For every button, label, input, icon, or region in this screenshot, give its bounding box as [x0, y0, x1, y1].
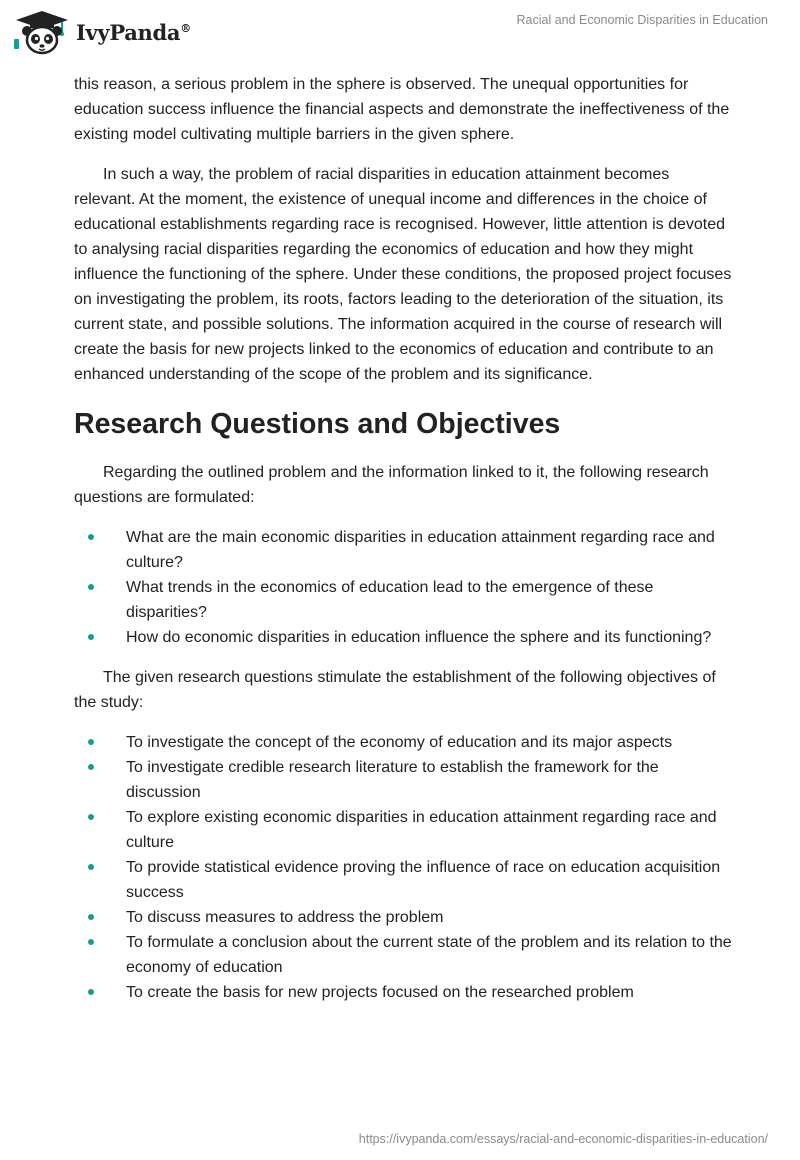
- list-item-text: To explore existing economic disparities in education attainment regarding race and culture: [126, 809, 717, 851]
- bullet-icon: [88, 989, 94, 995]
- list-item: [74, 905, 734, 930]
- paragraph-1: this reason, a serious problem in the sphere is observed. The unequal opportunities for education success influence the financial aspects and demonstrate the ineffectiveness of the existing model cultivating multiple barriers in the given sphere.: [74, 76, 730, 143]
- bullet-icon: [88, 584, 94, 590]
- list-item-text: To provide statistical evidence proving the influence of race on education acquisition success: [126, 859, 721, 901]
- list-item: [74, 980, 734, 1005]
- page-header: [0, 0, 800, 64]
- source-url-link[interactable]: https://ivypanda.com/essays/racial-and-economic-disparities-in-education/: [358, 1132, 768, 1146]
- bullet-icon: [88, 534, 94, 540]
- paragraph-2: In such a way, the problem of racial disparities in education attainment becomes relevant. At the moment, the existence of unequal income and differences in the choice of educational establishments regarding race is recognised. However, little attention is devoted to analysing racial disparities regarding the economics of education and how they might influence the functioning of the sphere. Under these conditions, the proposed project focuses on investigating the problem, its roots, factors leading to the deterioration of the situation, its current state, and possible solutions. The information acquired in the course of research will create the basis for new projects linked to the economics of education and contribute to an enhanced understanding of the scope of the problem and its significance.: [74, 166, 732, 383]
- bullet-icon: [88, 764, 94, 770]
- paragraph-4: The given research questions stimulate the establishment of the following objectives of the study:: [74, 669, 716, 711]
- list-item-text: What are the main economic disparities in education attainment regarding race and culture?: [126, 529, 715, 571]
- registered-mark: ®: [180, 21, 191, 35]
- list-item: [74, 525, 734, 575]
- list-item-text: How do economic disparities in education influence the sphere and its functioning?: [126, 629, 712, 646]
- ivypanda-logo[interactable]: [14, 8, 191, 56]
- bullet-icon: [88, 864, 94, 870]
- document-title: Racial and Economic Disparities in Education: [516, 13, 768, 27]
- list-item: [74, 930, 734, 980]
- bullet-icon: [88, 939, 94, 945]
- list-item: [74, 625, 734, 650]
- list-item-text: To create the basis for new projects focused on the researched problem: [126, 984, 634, 1001]
- list-item: [74, 575, 734, 625]
- objectives-list: [74, 730, 734, 1005]
- section-heading: Research Questions and Objectives: [74, 408, 561, 440]
- bullet-icon: [88, 914, 94, 920]
- list-item-text: To investigate the concept of the economy of education and its major aspects: [126, 734, 673, 751]
- brand-name: IvyPanda®: [76, 19, 191, 45]
- paragraph-3: Regarding the outlined problem and the information linked to it, the following research questions are formulated:: [74, 464, 709, 506]
- list-item-text: To discuss measures to address the problem: [126, 909, 444, 926]
- essay-content: [74, 72, 734, 1020]
- list-item: [74, 730, 734, 755]
- bullet-icon: [88, 739, 94, 745]
- list-item-text: What trends in the economics of education lead to the emergence of these disparities?: [126, 579, 654, 621]
- research-questions-list: [74, 525, 734, 650]
- bullet-icon: [88, 634, 94, 640]
- list-item: [74, 855, 734, 905]
- panda-graduate-icon: [14, 9, 70, 55]
- list-item-text: To investigate credible research literature to establish the framework for the discussion: [126, 759, 659, 801]
- list-item: [74, 805, 734, 855]
- list-item-text: To formulate a conclusion about the current state of the problem and its relation to the economy of education: [126, 934, 732, 976]
- bullet-icon: [88, 814, 94, 820]
- list-item: [74, 755, 734, 805]
